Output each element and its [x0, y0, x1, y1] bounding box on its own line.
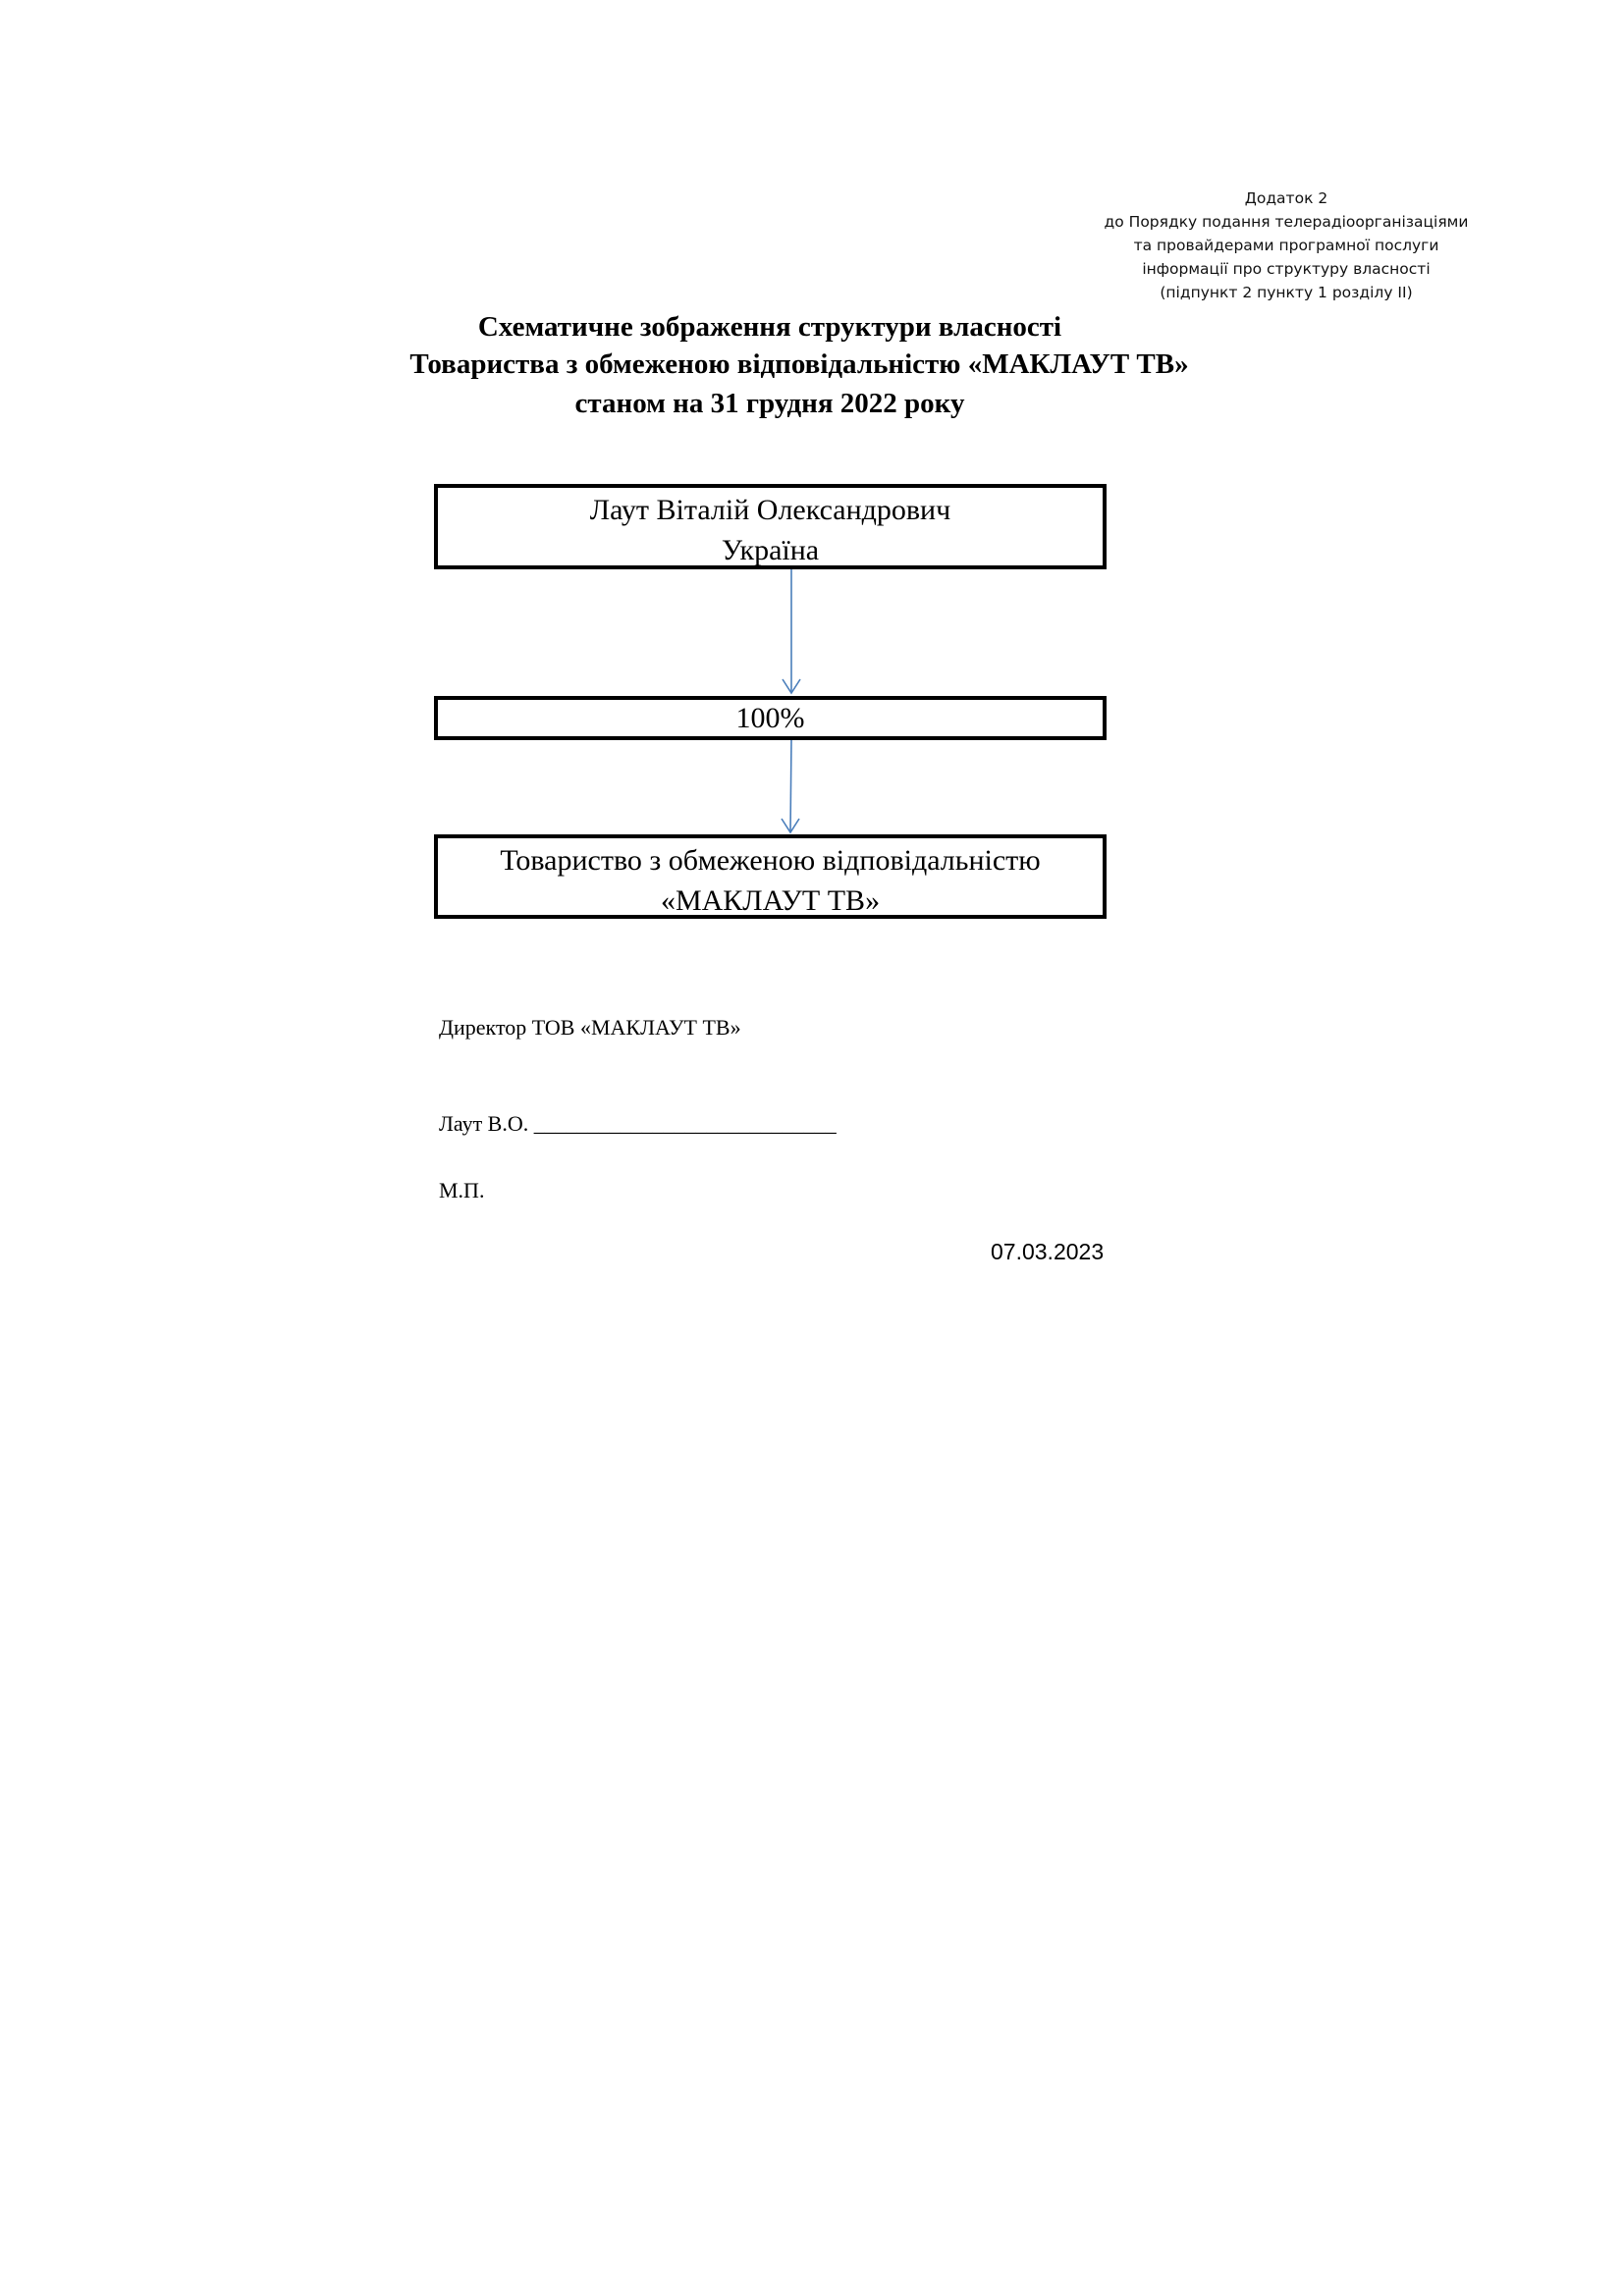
appendix-line: Додаток 2 — [1244, 189, 1328, 207]
company-name-line-1: Товариство з обмеженою відповідальністю — [500, 844, 1041, 877]
company-box — [434, 834, 1107, 919]
title-line-1: Схематичне зображення структури власності — [477, 311, 1062, 343]
arrow-share-to-company — [790, 740, 791, 832]
share-box — [434, 696, 1107, 740]
appendix-line: (підпункт 2 пункту 1 розділу ІІ) — [1160, 284, 1413, 301]
appendix-line: та провайдерами програмної послуги — [1133, 237, 1439, 254]
arrow-share-to-company-head — [782, 819, 799, 832]
document-date: 07.03.2023 — [991, 1239, 1105, 1264]
owner-country: Україна — [721, 534, 820, 566]
stamp-mark: М.П. — [439, 1178, 485, 1202]
owner-box — [434, 484, 1107, 569]
director-position: Директор ТОВ «МАКЛАУТ ТВ» — [439, 1015, 741, 1040]
share-percent: 100% — [735, 702, 805, 734]
owner-name: Лаут Віталій Олександрович — [589, 494, 951, 526]
appendix-note — [1060, 187, 1512, 304]
company-name-line-2: «МАКЛАУТ ТВ» — [660, 884, 881, 917]
title-line-2: Товариства з обмеженою відповідальністю «МАКЛАУТ ТВ» — [409, 348, 1189, 380]
appendix-line: інформації про структуру власності — [1142, 260, 1431, 278]
title-line-3: станом на 31 грудня 2022 року — [574, 388, 965, 419]
appendix-line: до Порядку подання телерадіоорганізаціями — [1104, 213, 1469, 231]
arrow-owner-to-share-head — [783, 679, 800, 693]
signature-line: Лаут В.О. ____________________________ — [439, 1111, 837, 1136]
